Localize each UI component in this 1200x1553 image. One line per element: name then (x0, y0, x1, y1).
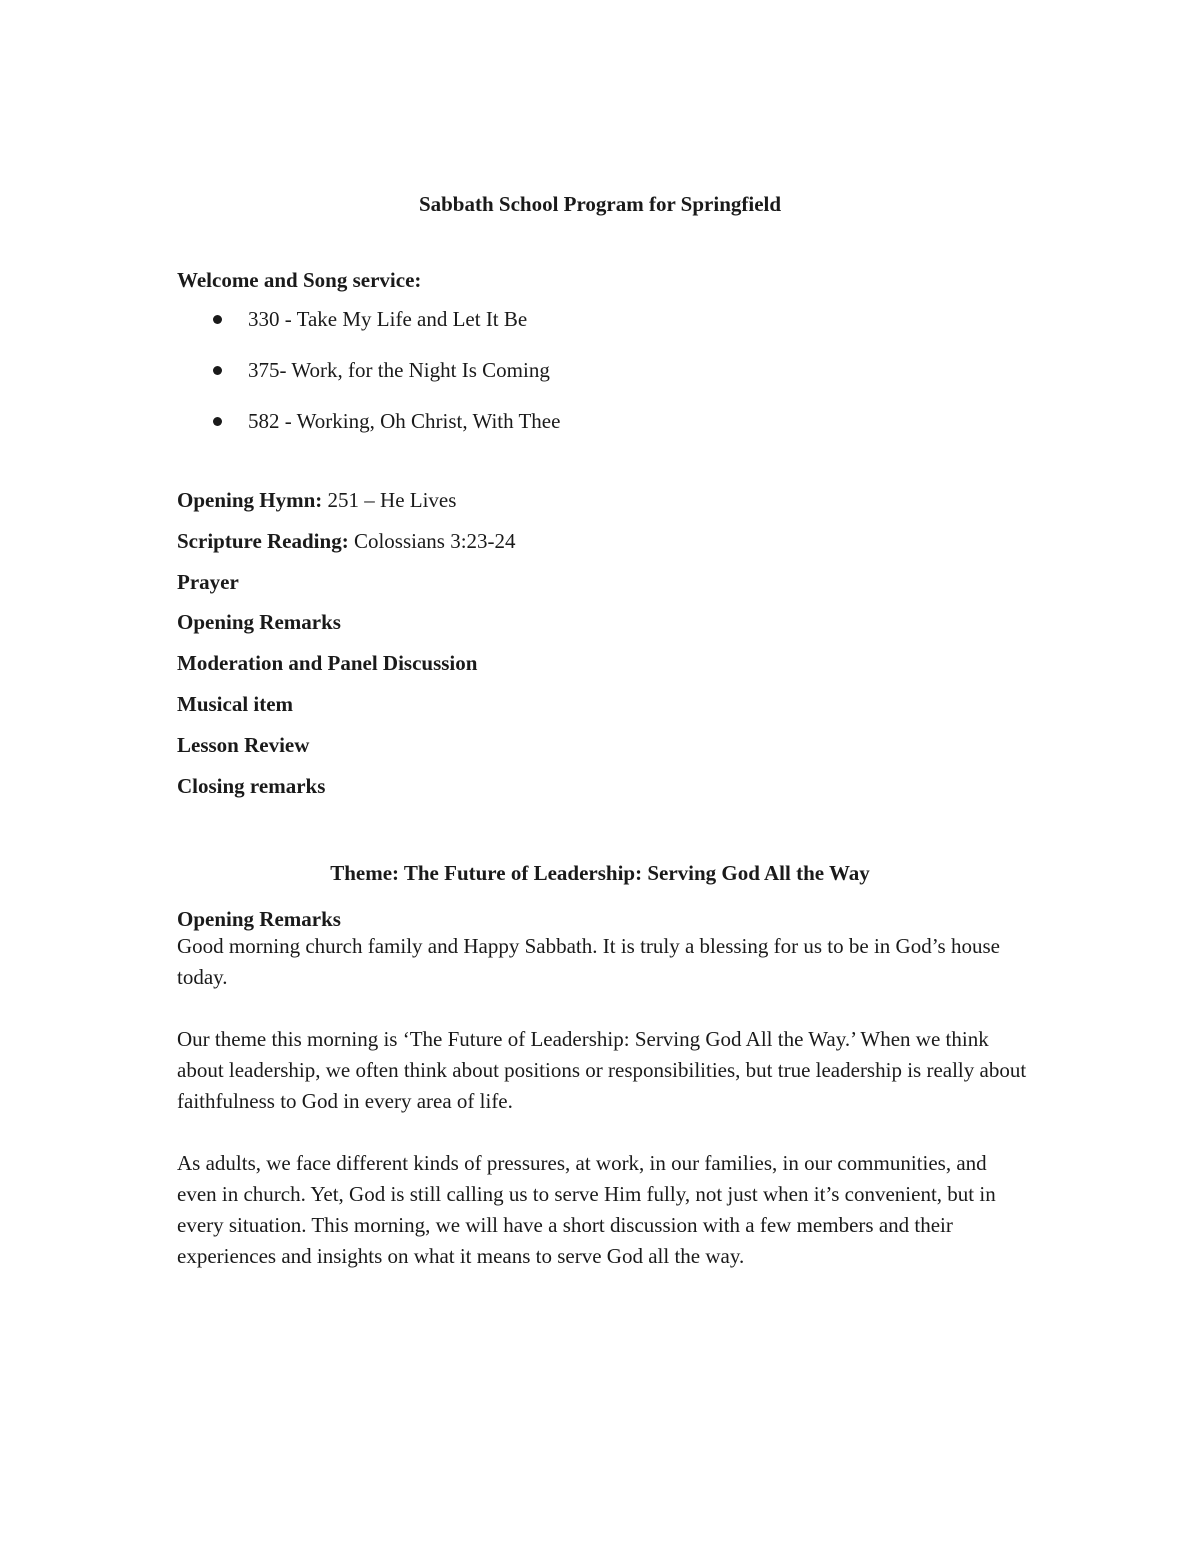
bullet-icon (213, 366, 222, 375)
agenda-label: Scripture Reading: (177, 528, 349, 553)
welcome-song-service-label: Welcome and Song service: (177, 268, 422, 292)
agenda-label: Closing remarks (177, 773, 326, 798)
program-agenda (177, 487, 516, 813)
agenda-label: Lesson Review (177, 732, 310, 757)
song-text: 330 - Take My Life and Let It Be (248, 307, 528, 331)
agenda-item-prayer (177, 569, 516, 610)
song-text: 375- Work, for the Night Is Coming (248, 358, 550, 382)
agenda-label: Opening Hymn: (177, 488, 323, 512)
agenda-item-musical-item (177, 691, 516, 732)
agenda-item-opening-remarks (177, 609, 516, 650)
agenda-item-scripture-reading (177, 528, 516, 569)
opening-remarks-heading: Opening Remarks (177, 907, 341, 931)
bullet-icon (213, 315, 222, 324)
song-item (177, 408, 560, 459)
document-title: Sabbath School Program for Springfield (418, 192, 782, 216)
agenda-value: 251 – He Lives (322, 488, 457, 512)
song-item (177, 306, 560, 357)
agenda-label: Prayer (177, 569, 239, 594)
agenda-value: Colossians 3:23-24 (348, 528, 516, 553)
agenda-item-moderation-panel (177, 650, 516, 691)
paragraph: Our theme this morning is ‘The Future of Leadership: Serving God All the Way.’ When we think about leadership, we often think about positions or responsibilities, but true leadership is really about faithfulness to God in every area of life. (177, 1027, 1027, 1113)
agenda-label: Opening Remarks (177, 610, 341, 635)
agenda-label: Moderation and Panel Discussion (177, 651, 478, 676)
song-list (177, 306, 560, 459)
agenda-label: Musical item (177, 691, 294, 716)
paragraph: Good morning church family and Happy Sabbath. It is truly a blessing for us to be in God’s house today. (177, 934, 1000, 989)
agenda-item-closing-remarks (177, 773, 516, 814)
bullet-icon (213, 417, 222, 426)
song-item (177, 357, 560, 408)
opening-remarks-body (177, 931, 1027, 1303)
agenda-item-lesson-review (177, 732, 516, 773)
paragraph: As adults, we face different kinds of pressures, at work, in our families, in our communities, and even in church. Yet, God is still calling us to serve Him fully, not just when it’s convenient, but in every situation. This morning, we will have a short discussion with a few members and their experiences and insights on what it means to serve God all the way. (177, 1151, 996, 1268)
song-text: 582 - Working, Oh Christ, With Thee (248, 409, 561, 433)
theme-heading: Theme: The Future of Leadership: Serving God All the Way (330, 861, 870, 885)
agenda-item-opening-hymn (177, 487, 516, 528)
